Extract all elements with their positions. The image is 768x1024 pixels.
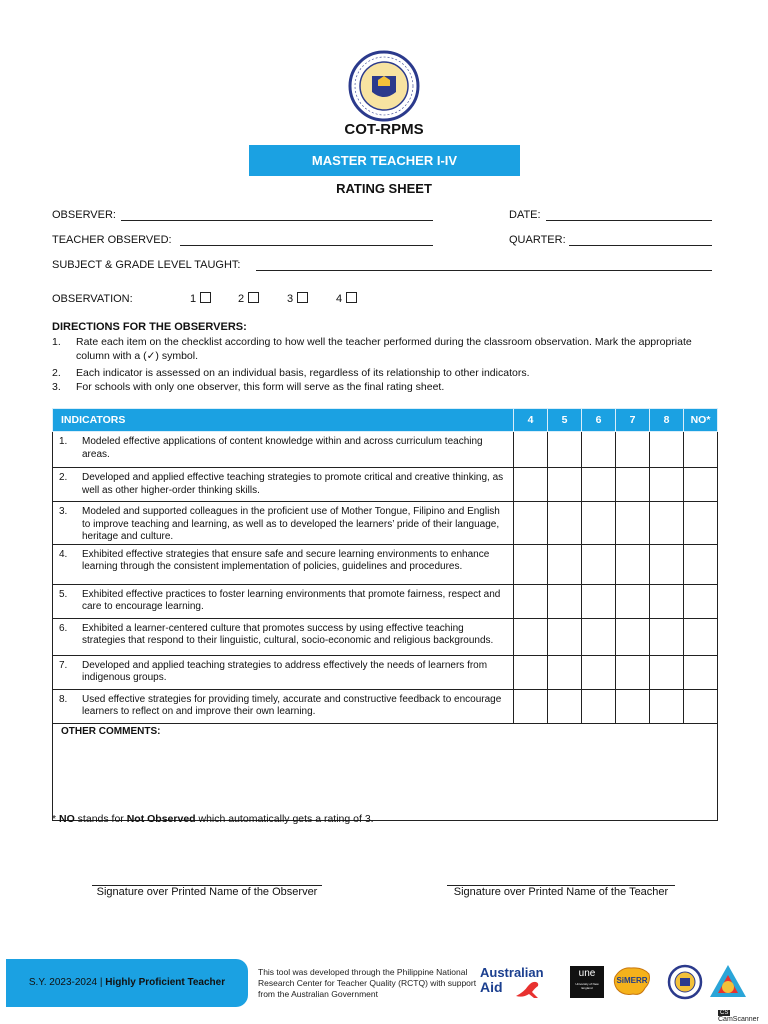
simerr-logo bbox=[612, 963, 652, 999]
direction-item: 2. Each indicator is assessed on an individual basis, regardless of its relationship to other indicators. bbox=[52, 367, 530, 379]
rating-cell[interactable] bbox=[650, 655, 684, 689]
school-year-pill: S.Y. 2023-2024 | Highly Proficient Teacher bbox=[6, 959, 248, 1007]
observation-label: OBSERVATION: bbox=[52, 293, 133, 305]
rating-cell[interactable] bbox=[650, 468, 684, 502]
indicator-number: 7. bbox=[59, 659, 68, 671]
rating-cell[interactable] bbox=[514, 544, 548, 584]
rating-cell[interactable] bbox=[650, 432, 684, 468]
rating-cell[interactable] bbox=[650, 502, 684, 545]
table-row bbox=[53, 689, 718, 723]
rating-cell[interactable] bbox=[684, 618, 718, 655]
observation-option-1[interactable]: 1 bbox=[190, 292, 211, 305]
rating-cell[interactable] bbox=[650, 544, 684, 584]
other-comments[interactable]: OTHER COMMENTS: bbox=[53, 723, 718, 820]
indicator-text: Exhibited effective practices to foster learning environments that promote fairness, respect and care to encourage learning. bbox=[82, 588, 501, 612]
quarter-label: QUARTER: bbox=[509, 234, 566, 246]
rating-cell[interactable] bbox=[616, 618, 650, 655]
indicators-header: INDICATORS bbox=[53, 409, 514, 432]
rating-cell[interactable] bbox=[616, 544, 650, 584]
rating-cell[interactable] bbox=[582, 689, 616, 723]
rating-cell[interactable] bbox=[684, 468, 718, 502]
indicator-text: Exhibited a learner-centered culture that promotes success by using effective teaching strategies that respond to their linguistic, cultural, socio-economic and religious backgrounds. bbox=[82, 622, 494, 646]
indicator-text: Modeled effective applications of content knowledge within and across curriculum teaching areas. bbox=[82, 436, 483, 460]
indicator-cell bbox=[53, 468, 514, 502]
rating-cell[interactable] bbox=[582, 468, 616, 502]
indicator-number: 1. bbox=[59, 436, 68, 447]
rating-cell[interactable] bbox=[514, 584, 548, 618]
simerr-label: SiMERR bbox=[616, 976, 648, 985]
indicator-number: 8. bbox=[59, 693, 68, 705]
rating-cell[interactable] bbox=[514, 618, 548, 655]
indicators-table bbox=[52, 408, 718, 821]
rating-cell[interactable] bbox=[548, 432, 582, 468]
rating-cell[interactable] bbox=[650, 618, 684, 655]
indicator-cell bbox=[53, 544, 514, 584]
rating-cell[interactable] bbox=[616, 689, 650, 723]
table-row bbox=[53, 544, 718, 584]
position-banner: MASTER TEACHER I-IV bbox=[249, 145, 520, 176]
quarter-field[interactable] bbox=[569, 245, 712, 246]
rating-cell[interactable] bbox=[514, 502, 548, 545]
observation-option-3[interactable]: 3 bbox=[287, 292, 308, 305]
rating-cell[interactable] bbox=[684, 544, 718, 584]
rating-cell[interactable] bbox=[684, 502, 718, 545]
une-logo: une University of New England bbox=[570, 966, 604, 998]
observer-field[interactable] bbox=[121, 220, 433, 221]
observer-label: OBSERVER: bbox=[52, 209, 116, 221]
observation-option-2[interactable]: 2 bbox=[238, 292, 259, 305]
rating-cell[interactable] bbox=[548, 544, 582, 584]
column-header: 4 bbox=[514, 409, 548, 432]
checkbox-icon[interactable] bbox=[346, 292, 357, 303]
indicator-text: Exhibited effective strategies that ensure safe and secure learning environments to enhance learning through the consistent implementation of policies, guidelines and procedures. bbox=[82, 548, 490, 572]
table-header-row bbox=[53, 409, 718, 432]
indicator-number: 6. bbox=[59, 622, 68, 634]
rating-cell[interactable] bbox=[514, 655, 548, 689]
rating-cell[interactable] bbox=[582, 655, 616, 689]
australian-aid-logo: Australian Aid bbox=[480, 966, 555, 1000]
rating-cell[interactable] bbox=[582, 544, 616, 584]
rating-cell[interactable] bbox=[582, 502, 616, 545]
rating-cell[interactable] bbox=[616, 502, 650, 545]
table-row bbox=[53, 468, 718, 502]
rating-cell[interactable] bbox=[684, 584, 718, 618]
rating-cell[interactable] bbox=[548, 655, 582, 689]
rating-cell[interactable] bbox=[548, 468, 582, 502]
directions-heading: DIRECTIONS FOR THE OBSERVERS: bbox=[52, 321, 247, 333]
document-subtitle: RATING SHEET bbox=[336, 181, 432, 196]
indicator-text: Used effective strategies for providing timely, accurate and constructive feedback to encourage learners to reflect on and improve their own learning. bbox=[82, 693, 502, 717]
table-row bbox=[53, 584, 718, 618]
teacher-observed-field[interactable] bbox=[180, 245, 433, 246]
rating-cell[interactable] bbox=[684, 432, 718, 468]
table-row bbox=[53, 655, 718, 689]
tei-logo bbox=[708, 963, 748, 1001]
rating-cell[interactable] bbox=[616, 432, 650, 468]
rating-cell[interactable] bbox=[616, 584, 650, 618]
date-label: DATE: bbox=[509, 209, 541, 221]
table-row bbox=[53, 502, 718, 545]
rating-cell[interactable] bbox=[650, 689, 684, 723]
rctq-seal bbox=[667, 964, 703, 1000]
subject-grade-label: SUBJECT & GRADE LEVEL TAUGHT: bbox=[52, 259, 241, 271]
indicator-number: 3. bbox=[59, 506, 68, 517]
rating-cell[interactable] bbox=[582, 618, 616, 655]
rating-cell[interactable] bbox=[684, 689, 718, 723]
deped-seal bbox=[348, 50, 420, 122]
indicator-number: 2. bbox=[59, 472, 68, 483]
document-title: COT-RPMS bbox=[344, 121, 424, 138]
rating-cell[interactable] bbox=[548, 689, 582, 723]
column-header: 7 bbox=[616, 409, 650, 432]
indicator-number: 5. bbox=[59, 588, 68, 600]
checkbox-icon[interactable] bbox=[248, 292, 259, 303]
footer-note: This tool was developed through the Philippine National Research Center for Teacher Quality (RCTQ) with support from the Australian Government bbox=[258, 967, 477, 999]
table-row bbox=[53, 432, 718, 468]
column-header: 8 bbox=[650, 409, 684, 432]
rating-cell[interactable] bbox=[548, 584, 582, 618]
rating-cell[interactable] bbox=[616, 468, 650, 502]
direction-item: 3. For schools with only one observer, this form will serve as the final rating sheet. bbox=[52, 381, 445, 393]
column-header: 5 bbox=[548, 409, 582, 432]
table-row bbox=[53, 618, 718, 655]
kangaroo-icon bbox=[514, 980, 544, 998]
date-field[interactable] bbox=[546, 220, 712, 221]
direction-item: 1. Rate each item on the checklist according to how well the teacher performed during the classroom observation. Mark the appropriate column with a (✓) symbol. bbox=[52, 336, 692, 362]
rating-cell[interactable] bbox=[684, 655, 718, 689]
rating-cell[interactable] bbox=[514, 689, 548, 723]
indicator-cell bbox=[53, 502, 514, 545]
column-header: 6 bbox=[582, 409, 616, 432]
rating-cell[interactable] bbox=[582, 584, 616, 618]
indicator-number: 4. bbox=[59, 548, 68, 560]
subject-grade-field[interactable] bbox=[256, 270, 712, 271]
rating-cell[interactable] bbox=[514, 432, 548, 468]
observation-option-4[interactable]: 4 bbox=[336, 292, 357, 305]
teacher-observed-label: TEACHER OBSERVED: bbox=[52, 234, 172, 246]
observer-signature-label: Signature over Printed Name of the Observer bbox=[96, 886, 318, 898]
indicator-cell bbox=[53, 618, 514, 655]
checkbox-icon[interactable] bbox=[297, 292, 308, 303]
indicator-cell bbox=[53, 655, 514, 689]
rating-cell[interactable] bbox=[548, 502, 582, 545]
indicator-text: Developed and applied effective teaching strategies to promote critical and creative thinking, as well as other higher-order thinking skills. bbox=[82, 472, 504, 496]
camscanner-watermark: CSCamScanner bbox=[718, 1010, 759, 1023]
comments-row bbox=[53, 723, 718, 820]
indicator-cell bbox=[53, 432, 514, 468]
indicator-cell bbox=[53, 584, 514, 618]
checkbox-icon[interactable] bbox=[200, 292, 211, 303]
indicator-cell bbox=[53, 689, 514, 723]
indicator-text: Modeled and supported colleagues in the proficient use of Mother Tongue, Filipino and English to improve teaching and learning, as well as to developed the learners’ pride of their language, heritage and culture. bbox=[82, 506, 500, 542]
rating-cell[interactable] bbox=[616, 655, 650, 689]
rating-cell[interactable] bbox=[582, 432, 616, 468]
teacher-signature-label: Signature over Printed Name of the Teacher bbox=[453, 886, 669, 898]
column-header: NO* bbox=[684, 409, 718, 432]
indicator-text: Developed and applied teaching strategies to address effectively the needs of learners from indigenous groups. bbox=[82, 659, 488, 683]
rating-cell[interactable] bbox=[548, 618, 582, 655]
rating-cell[interactable] bbox=[650, 584, 684, 618]
rating-cell[interactable] bbox=[514, 468, 548, 502]
footnote: * NO stands for Not Observed which automatically gets a rating of 3. bbox=[52, 813, 374, 825]
